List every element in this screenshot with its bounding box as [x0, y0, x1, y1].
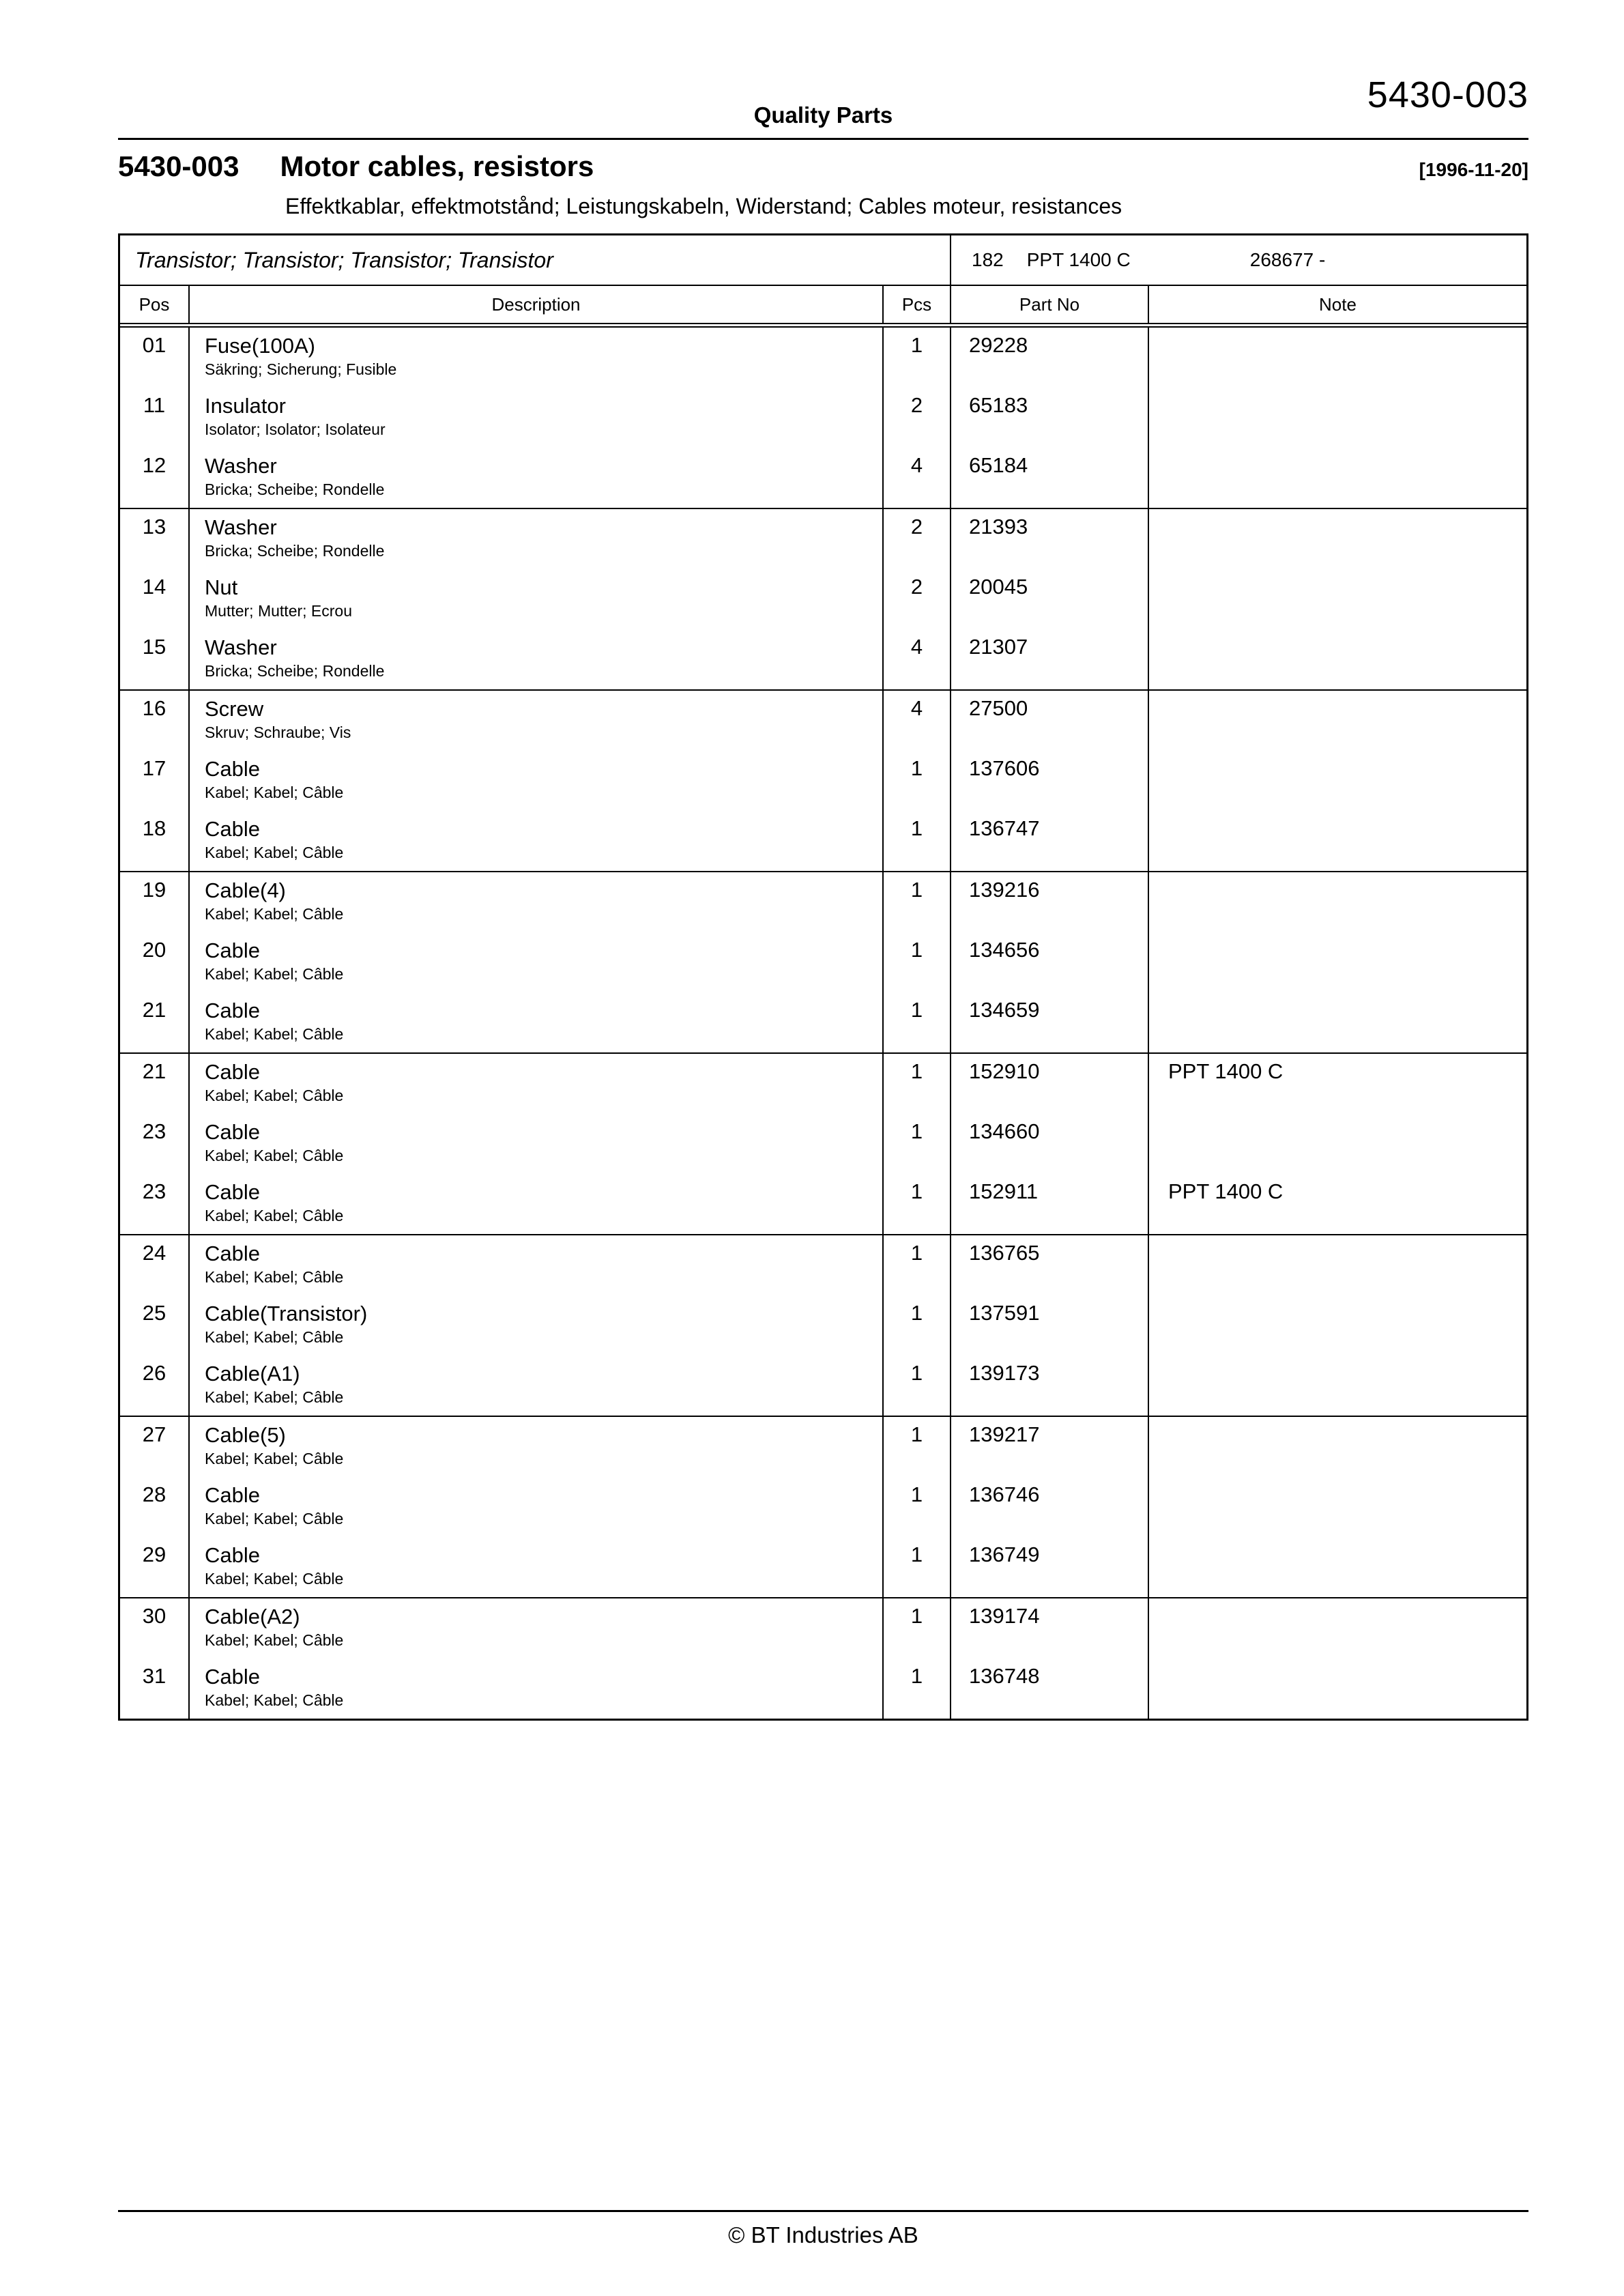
part-no-cell: 139216 [951, 872, 1149, 932]
description-main: Cable(5) [205, 1423, 286, 1447]
pos-cell: 13 [120, 509, 190, 569]
description-cell [190, 509, 884, 569]
description-main: Cable(Transistor) [205, 1302, 368, 1325]
description-translations: Kabel; Kabel; Câble [205, 1631, 344, 1649]
description-main: Washer [205, 515, 277, 539]
description-main: Cable(A1) [205, 1362, 300, 1386]
table-body [120, 326, 1526, 1719]
description-cell [190, 569, 884, 629]
note-cell [1149, 811, 1526, 871]
pcs-cell: 1 [884, 1174, 951, 1234]
table-row [120, 1597, 1526, 1659]
note-cell [1149, 1114, 1526, 1174]
description-cell [190, 1537, 884, 1597]
description-translations: Kabel; Kabel; Câble [205, 1570, 344, 1588]
description-translations: Kabel; Kabel; Câble [205, 1328, 344, 1346]
pos-cell: 19 [120, 872, 190, 932]
note-cell [1149, 1417, 1526, 1477]
column-header-pos: Pos [120, 286, 190, 323]
part-no-cell: 65184 [951, 448, 1149, 508]
pos-cell: 25 [120, 1295, 190, 1355]
table-row [120, 1174, 1526, 1234]
description-cell [190, 872, 884, 932]
description-cell [190, 932, 884, 992]
description-cell [190, 751, 884, 811]
table-row [120, 1114, 1526, 1174]
description-translations: Bricka; Scheibe; Rondelle [205, 662, 385, 680]
description-cell [190, 1659, 884, 1719]
model-code: 182 [972, 249, 1004, 270]
note-cell [1149, 1355, 1526, 1416]
description-cell [190, 448, 884, 508]
pcs-cell: 4 [884, 448, 951, 508]
pcs-cell: 1 [884, 1477, 951, 1537]
description-cell [190, 388, 884, 448]
description-translations: Kabel; Kabel; Câble [205, 1450, 344, 1467]
pos-cell: 12 [120, 448, 190, 508]
note-cell [1149, 1537, 1526, 1597]
revision-date: [1996-11-20] [1419, 159, 1528, 180]
description-translations: Isolator; Isolator; Isolateur [205, 420, 386, 438]
description-main: Cable [205, 1665, 260, 1689]
note-cell [1149, 751, 1526, 811]
pcs-cell: 1 [884, 872, 951, 932]
footer-rule [118, 2210, 1528, 2212]
note-cell [1149, 1659, 1526, 1719]
part-no-cell: 136746 [951, 1477, 1149, 1537]
pcs-cell: 4 [884, 691, 951, 751]
pos-cell: 21 [120, 1054, 190, 1114]
description-main: Nut [205, 575, 238, 599]
pos-cell: 26 [120, 1355, 190, 1416]
table-row [120, 932, 1526, 992]
table-row [120, 811, 1526, 871]
pcs-cell: 1 [884, 1355, 951, 1416]
description-cell [190, 1295, 884, 1355]
description-main: Fuse(100A) [205, 334, 315, 358]
note-cell: PPT 1400 C [1168, 1059, 1284, 1083]
pcs-cell: 1 [884, 1295, 951, 1355]
pos-cell: 20 [120, 932, 190, 992]
description-translations: Kabel; Kabel; Câble [205, 965, 344, 983]
pcs-cell: 1 [884, 1659, 951, 1719]
note-cell [1149, 328, 1526, 388]
page-title: Motor cables, resistors [280, 150, 594, 182]
description-main: Screw [205, 697, 264, 721]
description-translations: Kabel; Kabel; Câble [205, 784, 344, 801]
column-headers [120, 286, 1526, 324]
pos-cell: 18 [120, 811, 190, 871]
part-no-cell: 134656 [951, 932, 1149, 992]
pcs-cell: 1 [884, 1235, 951, 1295]
pcs-cell: 2 [884, 509, 951, 569]
pcs-cell: 1 [884, 1417, 951, 1477]
column-header-pcs: Pcs [884, 286, 951, 323]
pcs-cell: 1 [884, 1054, 951, 1114]
model-info [951, 235, 1526, 285]
table-row [120, 328, 1526, 388]
description-translations: Skruv; Schraube; Vis [205, 723, 351, 741]
description-cell [190, 1174, 884, 1234]
part-no-cell: 137606 [951, 751, 1149, 811]
pos-cell: 01 [120, 328, 190, 388]
serial-range: 268677 - [1249, 249, 1326, 270]
description-translations: Kabel; Kabel; Câble [205, 844, 344, 861]
description-main: Washer [205, 635, 277, 659]
description-translations: Bricka; Scheibe; Rondelle [205, 480, 385, 498]
pos-cell: 30 [120, 1598, 190, 1659]
table-row [120, 751, 1526, 811]
part-no-cell: 136747 [951, 811, 1149, 871]
table-row [120, 1477, 1526, 1537]
description-main: Cable [205, 999, 260, 1022]
part-no-cell: 139217 [951, 1417, 1149, 1477]
pcs-cell: 1 [884, 932, 951, 992]
description-main: Cable [205, 817, 260, 841]
part-no-cell: 139173 [951, 1355, 1149, 1416]
column-header-note: Note [1319, 293, 1357, 315]
pcs-cell: 1 [884, 811, 951, 871]
table-row [120, 1416, 1526, 1477]
description-translations: Kabel; Kabel; Câble [205, 1025, 344, 1043]
table-row [120, 508, 1526, 569]
description-main: Insulator [205, 394, 286, 418]
part-no-cell: 27500 [951, 691, 1149, 751]
note-cell [1149, 388, 1526, 448]
description-main: Cable(A2) [205, 1605, 300, 1628]
pos-cell: 29 [120, 1537, 190, 1597]
description-cell [190, 992, 884, 1052]
description-cell [190, 691, 884, 751]
note-cell [1149, 1235, 1526, 1295]
note-cell: PPT 1400 C [1168, 1179, 1284, 1203]
table-row [120, 388, 1526, 448]
table-row [120, 871, 1526, 932]
table-row [120, 1295, 1526, 1355]
table-row [120, 1234, 1526, 1295]
note-cell [1149, 448, 1526, 508]
part-no-cell: 136765 [951, 1235, 1149, 1295]
description-cell [190, 1054, 884, 1114]
table-row [120, 1537, 1526, 1597]
part-no-cell: 134659 [951, 992, 1149, 1052]
description-cell [190, 1114, 884, 1174]
part-no-cell: 29228 [951, 328, 1149, 388]
model-name: PPT 1400 C [1026, 249, 1131, 270]
description-main: Cable(4) [205, 878, 286, 902]
pos-cell: 11 [120, 388, 190, 448]
pcs-cell: 1 [884, 328, 951, 388]
table-row [120, 689, 1526, 751]
title-number: 5430-003 [118, 150, 240, 182]
note-cell [1149, 1295, 1526, 1355]
description-main: Cable [205, 1060, 260, 1084]
pos-cell: 24 [120, 1235, 190, 1295]
description-main: Washer [205, 454, 277, 478]
table-row [120, 1355, 1526, 1416]
description-main: Cable [205, 1543, 260, 1567]
description-translations: Kabel; Kabel; Câble [205, 1087, 344, 1104]
part-no-cell: 139174 [951, 1598, 1149, 1659]
brand-header: Quality Parts [753, 102, 893, 128]
model-names: Transistor; Transistor; Transistor; Transistor [120, 235, 951, 285]
description-translations: Bricka; Scheibe; Rondelle [205, 542, 385, 560]
note-cell [1149, 992, 1526, 1052]
note-cell [1149, 691, 1526, 751]
description-main: Cable [205, 757, 260, 781]
note-cell [1149, 932, 1526, 992]
part-no-cell: 152911 [951, 1174, 1149, 1234]
description-cell [190, 1417, 884, 1477]
pcs-cell: 1 [884, 751, 951, 811]
pos-cell: 28 [120, 1477, 190, 1537]
description-cell [190, 1477, 884, 1537]
column-header-description: Description [190, 286, 884, 323]
page-subtitle: Effektkablar, effektmotstånd; Leistungskabeln, Widerstand; Cables moteur, resistances [285, 194, 1122, 218]
description-translations: Kabel; Kabel; Câble [205, 1207, 344, 1224]
model-band [120, 235, 1526, 286]
description-translations: Kabel; Kabel; Câble [205, 1268, 344, 1286]
part-no-cell: 134660 [951, 1114, 1149, 1174]
table-row [120, 569, 1526, 629]
pcs-cell: 4 [884, 629, 951, 689]
description-translations: Kabel; Kabel; Câble [205, 1388, 344, 1406]
description-main: Cable [205, 938, 260, 962]
pcs-cell: 1 [884, 1598, 951, 1659]
part-no-cell: 137591 [951, 1295, 1149, 1355]
part-no-cell: 136748 [951, 1659, 1149, 1719]
table-row [120, 1052, 1526, 1114]
pos-cell: 15 [120, 629, 190, 689]
part-no-cell: 136749 [951, 1537, 1149, 1597]
part-no-cell: 152910 [951, 1054, 1149, 1114]
title-row [118, 150, 1528, 183]
description-main: Cable [205, 1120, 260, 1144]
table-row [120, 1659, 1526, 1719]
description-translations: Säkring; Sicherung; Fusible [205, 360, 397, 378]
description-cell [190, 811, 884, 871]
part-no-cell: 20045 [951, 569, 1149, 629]
part-no-cell: 21307 [951, 629, 1149, 689]
description-cell [190, 1235, 884, 1295]
note-cell [1149, 569, 1526, 629]
pos-cell: 16 [120, 691, 190, 751]
table-row [120, 992, 1526, 1052]
pos-cell: 17 [120, 751, 190, 811]
pcs-cell: 1 [884, 1114, 951, 1174]
pos-cell: 31 [120, 1659, 190, 1719]
part-no-cell: 21393 [951, 509, 1149, 569]
pos-cell: 23 [120, 1174, 190, 1234]
pos-cell: 21 [120, 992, 190, 1052]
table-row [120, 448, 1526, 508]
description-cell [190, 1598, 884, 1659]
header-rule [118, 138, 1528, 140]
note-cell [1149, 872, 1526, 932]
description-translations: Mutter; Mutter; Ecrou [205, 602, 353, 620]
pos-cell: 14 [120, 569, 190, 629]
pcs-cell: 1 [884, 992, 951, 1052]
description-translations: Kabel; Kabel; Câble [205, 1691, 344, 1709]
column-header-part-no: Part No [951, 286, 1149, 323]
description-translations: Kabel; Kabel; Câble [205, 1510, 344, 1527]
doc-number-header: 5430-003 [1367, 74, 1528, 115]
pcs-cell: 1 [884, 1537, 951, 1597]
parts-table [118, 233, 1528, 1721]
description-main: Cable [205, 1242, 260, 1265]
footer-copyright: © BT Industries AB [728, 2222, 918, 2248]
description-main: Cable [205, 1180, 260, 1204]
pcs-cell: 2 [884, 388, 951, 448]
description-translations: Kabel; Kabel; Câble [205, 1147, 344, 1164]
description-cell [190, 1355, 884, 1416]
note-cell [1149, 629, 1526, 689]
note-cell [1149, 1598, 1526, 1659]
description-cell [190, 629, 884, 689]
part-no-cell: 65183 [951, 388, 1149, 448]
note-cell [1149, 509, 1526, 569]
description-cell [190, 328, 884, 388]
pos-cell: 27 [120, 1417, 190, 1477]
description-translations: Kabel; Kabel; Câble [205, 905, 344, 923]
note-cell [1149, 1477, 1526, 1537]
table-row [120, 629, 1526, 689]
pos-cell: 23 [120, 1114, 190, 1174]
description-main: Cable [205, 1483, 260, 1507]
pcs-cell: 2 [884, 569, 951, 629]
